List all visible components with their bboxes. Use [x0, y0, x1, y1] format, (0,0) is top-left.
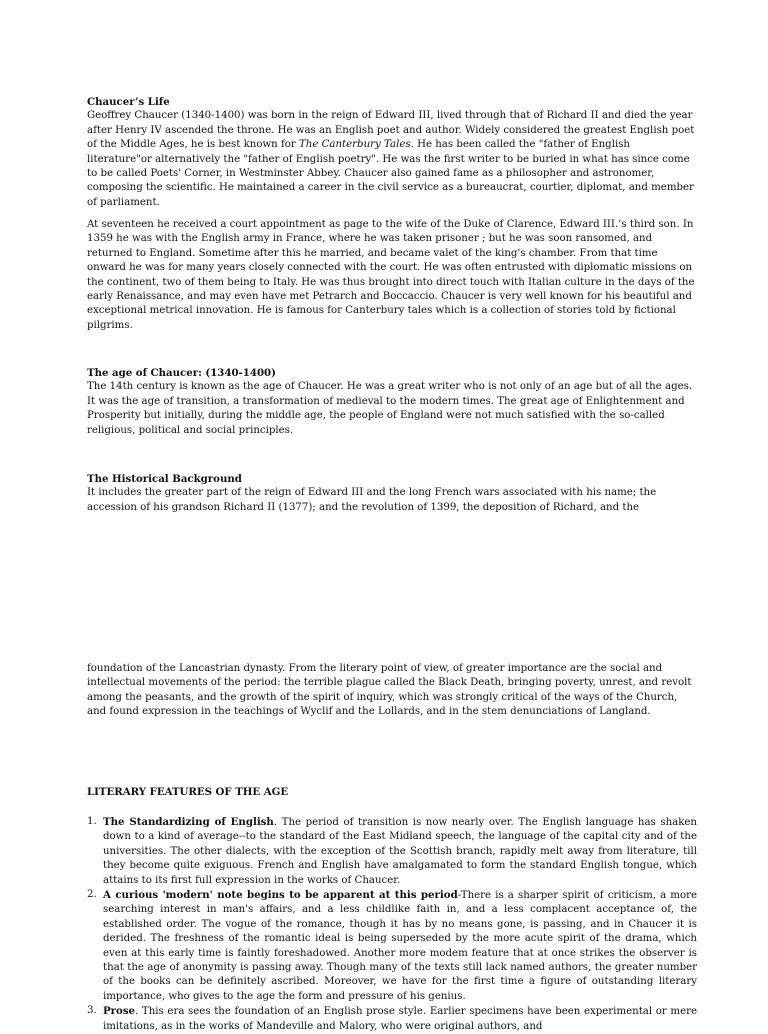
section-age-of-chaucer — [87, 366, 697, 438]
literary-features-list — [87, 815, 697, 1034]
list-item-text: -There is a sharper spirit of criticism, a more searching interest in man's affairs, and a less childlike faith in, and a less complacent acceptance of, the established order. The vogue of the romance, though it has by no means gone, is passing, and in Chaucer it is derided. The freshness of the romantic ideal is being superseded by the more acute spirit of the drama, which even at this early time is faintly foreshadowed. Another more modem feature that at once strikes the observer is that the age of anonymity is passing away. Though many of the texts still lack named authors, the greater number of the books can be definitely ascribed. Moreover, we have for the first time a figure of outstanding literary importance, who gives to the age the form and pressure of his genius. — [103, 890, 697, 1002]
list-item-text: . The period of transition is now nearly over. The English language has shaken down to a kind of average--to the standard of the East Midland speech, the language of the capital city and of the universities. The other dialects, with the exception of the Scottish branch, rapidly melt away from literature, till they become quite exiguous. French and English have amalgamated to form the standard English tongue, which attains to its first full expression in the works of Chaucer. — [103, 817, 697, 886]
life-paragraph-2: At seventeen he received a court appointment as page to the wife of the Duke of Clarence, Edward III.’s third son. In 1359 he was with the English army in France, where he was taken prisoner ; but he was soon ransomed, and returned to England. Sometime after this he married, and became valet of the king's chamber. From that time onward he was for many years closely connected with the court. He was often entrusted with diplomatic missions on the continent, two of them being to Italy. He was thus brought into direct touch with Italian culture in the days of the early Renaissance, and may even have met Petrarch and Boccaccio. Chaucer is very well known for his beautiful and exceptional metrical innovation. He is famous for Canterbury tales which is a collection of stories told by fictional pilgrims. — [87, 219, 695, 331]
list-item — [87, 815, 697, 888]
section-chaucers-life — [87, 95, 697, 210]
list-item — [87, 888, 697, 1004]
section-literary-features — [87, 785, 697, 799]
heading-chaucers-life: Chaucer’s Life — [87, 96, 170, 108]
section-historical-background-continued — [87, 662, 697, 720]
list-item-bold-lead: The Standardizing of English — [103, 816, 274, 828]
list-item-number: 3. — [87, 1005, 97, 1017]
list-item-bold-lead: A curious 'modern' note begins to be apparent at this period — [103, 889, 458, 902]
age-paragraph-1: The 14th century is known as the age of Chaucer. He was a great writer who is not only of an age but of all the ages. It was the age of transition, a transformation of medieval to the modern times. The great age of Enlightenment and Prosperity but initially, during the middle age, the people of England were not much satisfied with the so-called religious, political and social principles. — [87, 381, 693, 436]
heading-age-of-chaucer: The age of Chaucer: (1340-1400) — [87, 367, 276, 379]
heading-literary-features: LITERARY FEATURES OF THE AGE — [87, 786, 289, 798]
list-item-number: 2. — [87, 889, 97, 901]
historical-paragraph-1: It includes the greater part of the reign of Edward III and the long French wars associated with his name; the accession of his grandson Richard II (1377); and the revolution of 1399, the deposition of Richard, and the — [87, 487, 657, 513]
list-item-number: 1. — [87, 816, 97, 827]
list-item-text: . This era sees the foundation of an English prose style. Earlier specimens have been experimental or mere imitations, as in the works of Mandeville and Malory, who were original authors, and — [103, 1006, 697, 1032]
list-item-bold-lead: Prose — [103, 1005, 136, 1018]
historical-paragraph-2: foundation of the Lancastrian dynasty. From the literary point of view, of greater importance are the social and intellectual movements of the period: the terrible plague called the Black Death, bringing poverty, unrest, and revolt among the peasants, and the growth of the spirit of inquiry, which was strongly critical of the ways of the Church, and found expression in the teachings of Wyclif and the Lollards, and in the stem denunciations of Langland. — [87, 663, 692, 718]
book-title: The Canterbury Tales — [299, 139, 411, 151]
life-paragraph-1: Geoffrey Chaucer (1340-1400) was born in the reign of Edward III, lived through that of Richard II and died the year after Henry IV ascended the throne. He was an English poet and author. Widely considered the greatest English poet of the Middle Ages, he is best known for The Canterbury Tales. He has been called the "father of English literature"or alternatively the "father of English poetry". He was the first writer to be buried in what has since come to be called Poets' Corner, in Westminster Abbey. Chaucer also gained fame as a philosopher and astronomer, composing the scientific. He maintained a career in the civil service as a bureaucrat, courtier, diplomat, and member of parliament. — [87, 110, 695, 208]
section-historical-background — [87, 472, 697, 515]
heading-historical-background: The Historical Background — [87, 473, 242, 485]
list-item — [87, 1004, 697, 1034]
section-chaucers-life-continued — [87, 218, 697, 333]
